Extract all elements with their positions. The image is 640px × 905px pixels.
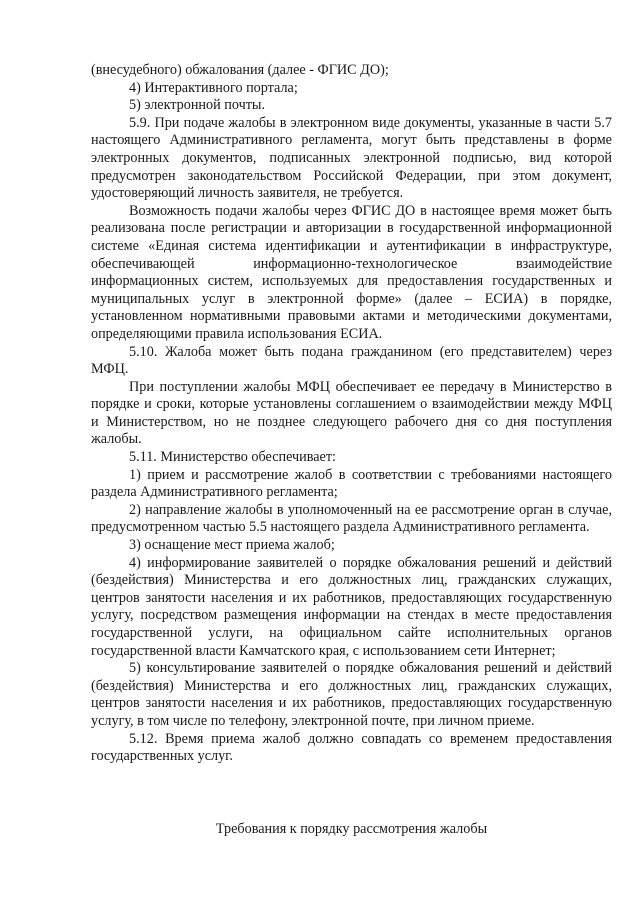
list-item-3: 3) оснащение мест приема жалоб; (129, 537, 335, 554)
section-heading: Требования к порядку рассмотрения жалобы (215, 821, 488, 837)
paragraph-continuation: (внесудебного) обжалования (далее - ФГИС ДО); (91, 62, 389, 78)
paragraph-5-12: 5.12. Время приема жалоб должно совпадать со временем предоставления государственных услуг. (91, 730, 612, 765)
list-item-4: 4) информирование заявителей о порядке обжалования решений и действий (бездействия) Министерства и его должностных лиц, гражданских служащих, центров занятости населения и их работников, предоставляющих государственную услугу, посредством размещения информации на стендах в месте предоставления государственной услуги, на официальном сайте исполнительных органов государственной власти Камчатского края, с использованием сети Интернет; (91, 554, 612, 659)
paragraph-5-10: 5.10. Жалоба может быть подана гражданином (его представителем) через МФЦ. (91, 343, 612, 378)
list-item-interactive-portal: 4) Интерактивного портала; (129, 79, 298, 96)
paragraph-esia: Возможность подачи жалобы через ФГИС ДО в настоящее время может быть реализована после регистрации и авторизации в государственной информационной системе «Единая система идентификации и аутентификации в инфраструктуре, обеспечивающей информационно-технологическое взаимодействие информационных систем, используемых для предоставления государственных и муниципальных услуг в электронной форме» (далее – ЕСИА) в порядке, установленном нормативными правовыми актами и методическими документами, определяющими правила использования ЕСИА. (91, 202, 612, 342)
list-item-5: 5) консультирование заявителей о порядке обжалования решений и действий (бездействия) Министерства и его должностных лиц, гражданских служащих, центров занятости населения и их работников, предоставляющих государственную услугу, в том числе по телефону, электронной почте, при личном приеме. (91, 660, 612, 729)
list-item-email: 5) электронной почты. (129, 97, 265, 114)
list-item-2: 2) направление жалобы в уполномоченный на ее рассмотрение орган в случае, предусмотренном частью 5.5 настоящего раздела Административного регламента. (91, 501, 612, 536)
paragraph-5-9: 5.9. При подаче жалобы в электронном виде документы, указанные в части 5.7 настоящего Административного регламента, могут быть представлены в форме электронных документов, подписанных электронной подписью, вид которой предусмотрен законодательством Российской Федерации, при этом документ, удостоверяющий личность заявителя, не требуется. (91, 114, 612, 202)
document-body (91, 62, 612, 766)
paragraph-mfc-transfer: При поступлении жалобы МФЦ обеспечивает ее передачу в Министерство в порядке и сроки, которые установлены соглашением о взаимодействии между МФЦ и Министерством, но не позднее следующего рабочего дня со дня поступления жалобы. (91, 378, 612, 448)
list-item-1: 1) прием и рассмотрение жалоб в соответствии с требованиями настоящего раздела Административного регламента; (91, 466, 612, 501)
paragraph-5-11: 5.11. Министерство обеспечивает: (129, 449, 336, 466)
